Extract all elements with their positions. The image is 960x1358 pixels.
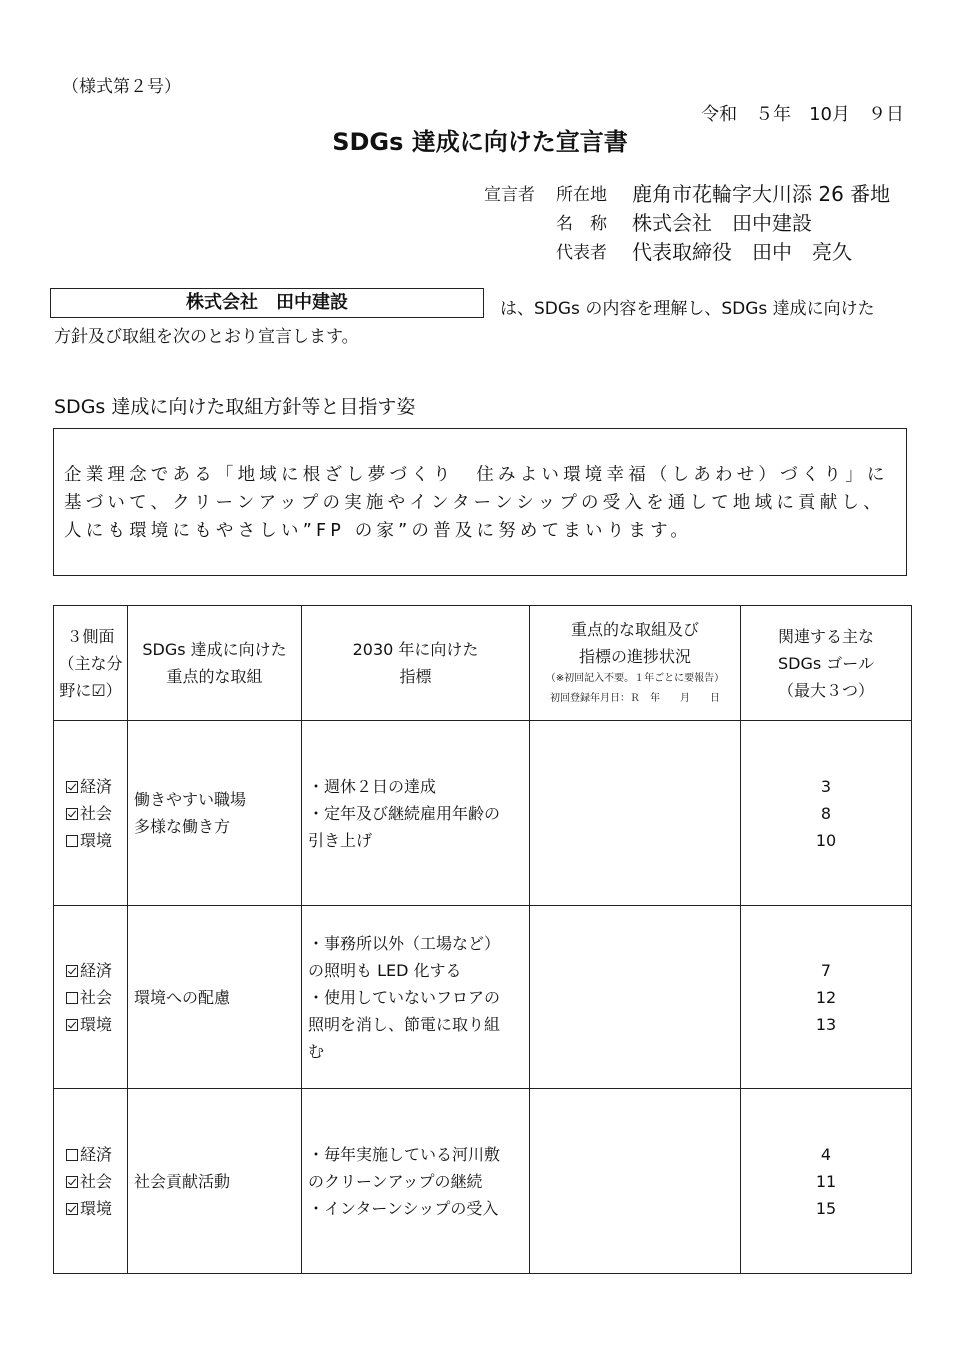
- intro-line-2: 方針及び取組を次のとおり宣言します。: [54, 327, 359, 347]
- progress-note: （※初回記入不要。１年ごとに要報告）: [545, 673, 725, 684]
- indicator-cell: ・週休２日の達成 ・定年及び継続雇用年齢の 引き上げ: [302, 721, 530, 906]
- progress-cell: [530, 906, 741, 1089]
- table-row: [54, 721, 912, 906]
- checkbox-icon: [66, 1176, 78, 1188]
- table-row: [54, 1089, 912, 1274]
- header-goals: 関連する主な SDGs ゴール （最大３つ）: [741, 606, 912, 721]
- progress-cell: [530, 1089, 741, 1274]
- checkbox-icon: [66, 965, 78, 977]
- aspect-environment: 環境: [66, 1195, 127, 1222]
- checkbox-icon: [66, 781, 78, 793]
- aspect-economy: 経済: [66, 957, 127, 984]
- address-key: 所在地: [556, 185, 607, 205]
- representative-key: 代表者: [556, 243, 607, 263]
- declarant-row-address: [484, 178, 890, 207]
- section-heading: SDGs 達成に向けた取組方針等と目指す姿: [54, 396, 416, 418]
- progress-cell: [530, 721, 741, 906]
- goals-cell: 3 8 10: [741, 721, 912, 906]
- aspect-cell: [54, 721, 128, 906]
- declarant-label: 宣言者: [484, 185, 535, 205]
- initiative-cell: 環境への配慮: [128, 906, 302, 1089]
- declaration-date: 令和 ５年 10月 ９日: [701, 104, 904, 125]
- declarant-row-representative: [484, 236, 890, 265]
- company-name-field: 株式会社 田中建設: [50, 288, 484, 318]
- checkbox-icon: [66, 1019, 78, 1031]
- address-value: 鹿角市花輪字大川添 26 番地: [632, 182, 891, 206]
- aspect-cell: [54, 906, 128, 1089]
- declarant-row-name: [484, 207, 890, 236]
- checkbox-icon: [66, 1149, 78, 1161]
- document-title: SDGs 達成に向けた宣言書: [332, 128, 628, 156]
- aspect-economy: 経済: [66, 1141, 127, 1168]
- checkbox-icon: [66, 808, 78, 820]
- progress-date: 初回登録年月日：Ｒ 年 月 日: [550, 693, 720, 704]
- table-row: [54, 906, 912, 1089]
- header-aspect: ３側面 （主な分 野に☑）: [54, 606, 128, 721]
- name-key: 名 称: [556, 214, 607, 234]
- goals-cell: 7 12 13: [741, 906, 912, 1089]
- policy-box: [53, 428, 907, 576]
- checkbox-icon: [66, 835, 78, 847]
- sdgs-goals-table: [53, 605, 912, 1274]
- aspect-environment: 環境: [66, 827, 127, 854]
- declarant-block: [484, 178, 890, 265]
- name-value: 株式会社 田中建設: [632, 211, 812, 235]
- header-indicator: 2030 年に向けた 指標: [302, 606, 530, 721]
- representative-value: 代表取締役 田中 亮久: [632, 240, 852, 264]
- aspect-society: 社会: [66, 1168, 127, 1195]
- aspect-economy: 経済: [66, 773, 127, 800]
- intro-line-1: は、SDGs の内容を理解し、SDGs 達成に向けた: [500, 299, 875, 319]
- aspect-environment: 環境: [66, 1011, 127, 1038]
- aspect-society: 社会: [66, 984, 127, 1011]
- table-header-row: [54, 606, 912, 721]
- goals-cell: 4 11 15: [741, 1089, 912, 1274]
- aspect-cell: [54, 1089, 128, 1274]
- initiative-cell: 働きやすい職場 多様な働き方: [128, 721, 302, 906]
- checkbox-icon: [66, 992, 78, 1004]
- aspect-society: 社会: [66, 800, 127, 827]
- header-initiative: SDGs 達成に向けた 重点的な取組: [128, 606, 302, 721]
- initiative-cell: 社会貢献活動: [128, 1089, 302, 1274]
- form-number: （様式第２号）: [62, 77, 181, 97]
- header-progress: 重点的な取組及び 指標の進捗状況 （※初回記入不要。１年ごとに要報告） 初回登録年月日：Ｒ 年 月 日: [530, 606, 741, 721]
- policy-text: 企業理念である「地域に根ざし夢づくり 住みよい環境幸福（しあわせ）づくり」に基づいて、クリーンアップの実施やインターンシップの受入を通して地域に貢献し、人にも環境にもやさしい”FP の家”の普及に努めてまいります。: [64, 465, 889, 541]
- checkbox-icon: [66, 1203, 78, 1215]
- indicator-cell: ・事務所以外（工場など） の照明も LED 化する ・使用していないフロアの 照明を消し、節電に取り組 む: [302, 906, 530, 1089]
- indicator-cell: ・毎年実施している河川敷 のクリーンアップの継続 ・インターンシップの受入: [302, 1089, 530, 1274]
